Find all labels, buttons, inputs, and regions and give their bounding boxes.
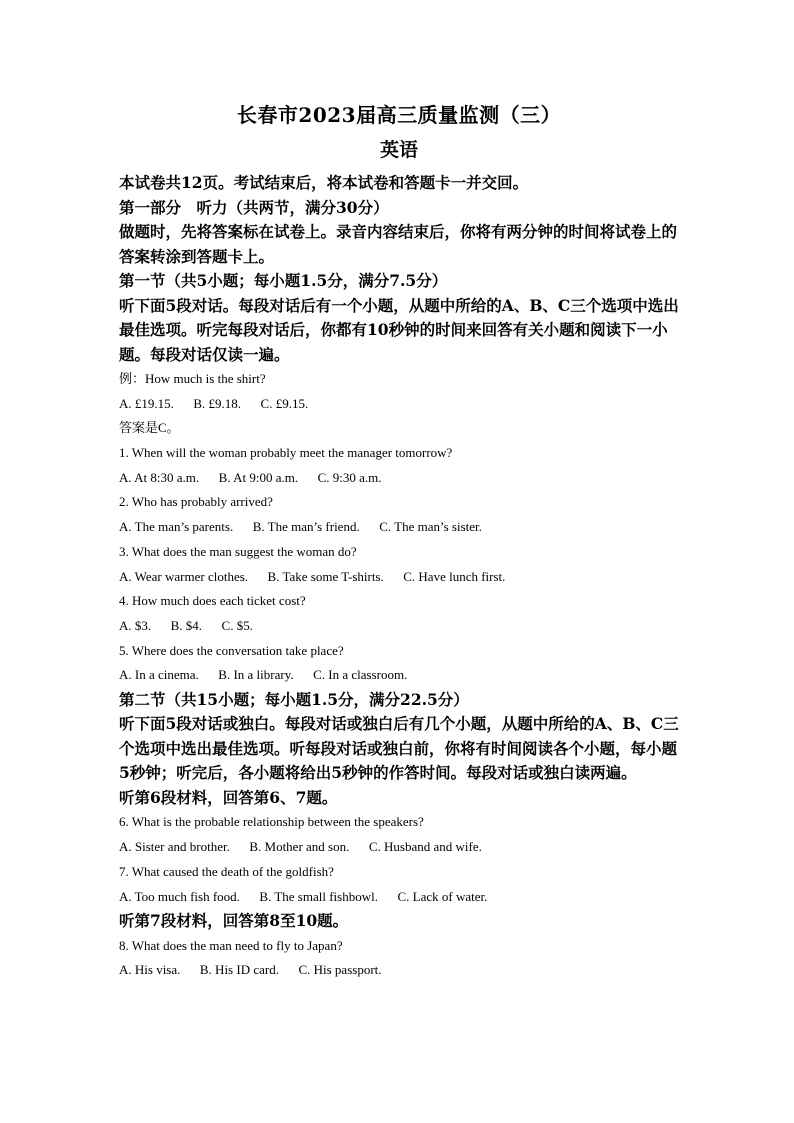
question-4: 4. How much does each ticket cost? — [119, 593, 306, 609]
question-4-options: A. $3. B. $4. C. $5. — [119, 617, 253, 633]
section2-heading: 第二节（共15小题；每小题1.5分，满分22.5分） — [119, 689, 469, 709]
question-2: 2. Who has probably arrived? — [119, 494, 273, 510]
exam-intro: 本试卷共12页。考试结束后，将本试卷和答题卡一并交回。 — [119, 173, 529, 192]
section1-heading: 第一节（共5小题；每小题1.5分，满分7.5分） — [119, 271, 448, 290]
section1-instruction: 听下面5段对话。每段对话后有一个小题，从题中所给的A、B、C三个选项中选出最佳选项。听完每段对话后，你都有10秒钟的时间来回答有关小题和阅读下一小题。每段对话仅读一遍。 — [119, 295, 679, 364]
question-1: 1. When will the woman probably meet the manager tomorrow? — [119, 445, 453, 461]
question-7-options: A. Too much fish food. B. The small fishbowl. C. Lack of water. — [119, 888, 488, 904]
question-8: 8. What does the man need to fly to Japan? — [119, 937, 343, 953]
section2-instruction: 听下面5段对话或独白。每段对话或独白后有几个小题，从题中所给的A、B、C三个选项中选出最佳选项。听每段对话或独白前，你将有时间阅读各个小题，每小题5秒钟；听完后，各小题将给出5秒钟的作答时间。每段对话或独白读两遍。 — [119, 714, 679, 783]
exam-subject: 英语 — [379, 139, 418, 161]
question-1-options: A. At 8:30 a.m. B. At 9:00 a.m. C. 9:30 a.m. — [119, 469, 382, 485]
question-6: 6. What is the probable relationship between the speakers? — [119, 814, 424, 830]
question-8-options: A. His visa. B. His ID card. C. His passport. — [119, 962, 382, 978]
example-question: 例：How much is the shirt? — [119, 371, 266, 386]
part1-heading: 第一部分 听力（共两节，满分30分） — [119, 197, 389, 217]
question-7: 7. What caused the death of the goldfish? — [119, 863, 334, 879]
question-3: 3. What does the man suggest the woman do? — [119, 543, 357, 559]
part1-instruction: 做题时，先将答案标在试卷上。录音内容结束后，你将有两分钟的时间将试卷上的答案转涂到答题卡上。 — [119, 222, 678, 266]
example-options: A. £19.15. B. £9.18. C. £9.15. — [119, 395, 309, 411]
question-6-options: A. Sister and brother. B. Mother and son. C. Husband and wife. — [119, 839, 482, 855]
question-5: 5. Where does the conversation take place? — [119, 642, 344, 658]
group7-heading: 听第7段材料，回答第8至10题。 — [119, 911, 349, 931]
question-2-options: A. The man’s parents. B. The man’s friend. C. The man’s sister. — [119, 519, 482, 535]
example-answer: 答案是C。 — [119, 420, 180, 436]
exam-title: 长春市2023届高三质量监测（三） — [236, 103, 562, 127]
group6-heading: 听第6段材料，回答第6、7题。 — [119, 787, 338, 807]
question-3-options: A. Wear warmer clothes. B. Take some T-shirts. C. Have lunch first. — [119, 568, 506, 584]
question-5-options: A. In a cinema. B. In a library. C. In a classroom. — [119, 667, 408, 683]
